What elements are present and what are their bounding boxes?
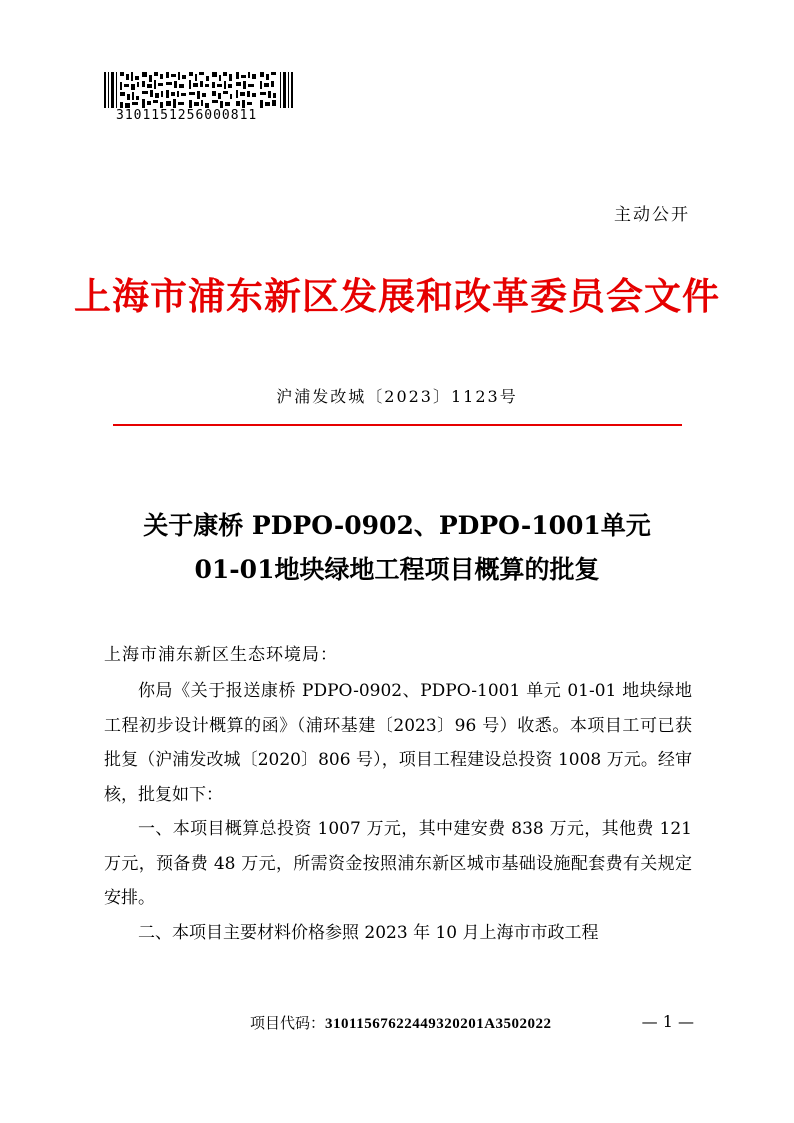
document-title-line-1: 关于康桥 PDPO-0902、PDPO-1001单元 bbox=[143, 511, 651, 540]
project-code-label: 项目代码： bbox=[250, 1014, 326, 1032]
barcode-number: 3101151256000811 bbox=[116, 108, 258, 123]
agency-header: 上海市浦东新区发展和改革委员会文件 bbox=[74, 274, 720, 318]
document-number: 沪浦发改城〔2023〕1123号 bbox=[276, 387, 518, 406]
document-title bbox=[0, 504, 794, 592]
body-paragraph: 二、本项目主要材料价格参照 2023 年 10 月上海市市政工程 bbox=[138, 922, 599, 943]
project-code-footer bbox=[250, 1012, 552, 1033]
project-code: 31011567622449320201A3502022 bbox=[325, 1016, 552, 1032]
document-title-line-2: 01-01地块绿地工程项目概算的批复 bbox=[194, 555, 600, 584]
red-divider-line bbox=[113, 424, 682, 426]
addressee: 上海市浦东新区生态环境局： bbox=[104, 645, 338, 665]
document-body bbox=[104, 674, 692, 950]
disclosure-label: 主动公开 bbox=[614, 205, 690, 225]
document-barcode bbox=[104, 72, 296, 108]
body-paragraph: 一、本项目概算总投资 1007 万元，其中建安费 838 万元，其他费 121 万元，预备费 48 万元，所需资金按照浦东新区城市基础设施配套费有关规定安排。 bbox=[104, 819, 692, 908]
page-number: — 1 — bbox=[641, 1012, 694, 1031]
body-paragraph: 你局《关于报送康桥 PDPO-0902、PDPO-1001 单元 01-01 地块绿地工程初步设计概算的函》（浦环基建〔2023〕96 号）收悉。本项目工可已获批复（沪浦发改城〔2020〕806 号），项目工程建设总投资 1008 万元。经审核，批复如下： bbox=[104, 681, 692, 805]
